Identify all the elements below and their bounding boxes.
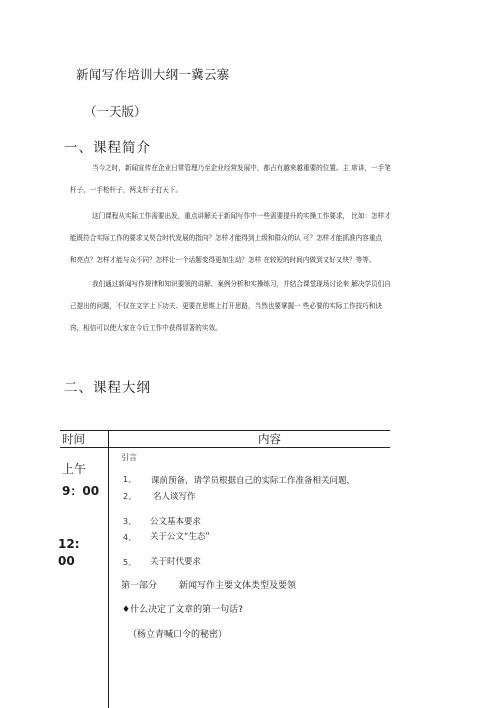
time-end-hour: 12:	[58, 537, 80, 551]
paragraph-line: 这门课程从实际工作需要出发，重点讲解关于新闻写作中一些需要提升的实操工作要求， 比如：怎样才	[92, 212, 391, 220]
table-header-content: 内容	[258, 432, 281, 446]
list-item-number: 4、	[123, 533, 137, 542]
table-header-divider	[60, 447, 390, 448]
list-item: 名人谈写作	[153, 492, 196, 502]
intro-paragraph-3	[70, 273, 442, 339]
intro-paragraph-2	[70, 205, 442, 271]
question-example: （杨立青喊口令的秘密）	[128, 630, 228, 640]
paragraph-line: 窍，相信可以使大家在今后工作中获得显著的实效。	[70, 324, 222, 332]
document-subtitle: （一天版）	[84, 104, 147, 119]
time-period-label: 上午	[62, 462, 87, 476]
time-end-minute: 00	[58, 554, 75, 568]
part-label: 第一部分	[121, 581, 158, 591]
question-item: ♦什么决定了文章的第一句话?	[122, 605, 243, 615]
list-item-number: 5、	[123, 558, 137, 567]
paragraph-line: 己提出的问题，不仅在文字上下功夫、更要在思维上打开思路，当然也要掌握一 些必要的实际工作技巧和诀	[70, 302, 383, 310]
section-heading-outline: 二、课程大纲	[64, 380, 151, 396]
table-header-time: 时间	[62, 432, 85, 446]
list-item: 关于时代要求	[150, 557, 202, 567]
list-item: 关于公文“生态”	[150, 532, 210, 542]
list-item-number: 1、	[123, 475, 137, 484]
list-item: 课前预备，请学员根据自己的实际工作准备相关问题，	[151, 476, 356, 486]
list-item: 公文基本要求	[150, 517, 202, 527]
section-heading-intro: 一、课程简介	[64, 140, 151, 156]
table-column-divider	[108, 430, 109, 708]
paragraph-line: 当今之时，新闻宣传在企业日常管理乃至企业经营发展中，都占有越来越重要的位置。主 席讲，一手笔	[92, 164, 391, 172]
list-item-number: 3、	[123, 517, 137, 526]
part-heading	[121, 578, 296, 591]
document-title: 新闻写作培训大纲一冀云寨	[76, 67, 230, 82]
intro-paragraph-1	[70, 157, 442, 201]
paragraph-line: 我们通过新闻写作规律和知识要领的讲解、案例分析和实操练习，并结合课堂现场讨论来 解决学员们自	[92, 280, 391, 288]
paragraph-line: 和亮点？怎样才能与众不同？怎样让一个话题变得更加生动？怎样 在较短的时间内做到又好又快？等等。	[70, 256, 376, 264]
time-start: 9：00	[62, 484, 100, 498]
part-title: 新闻写作主要文体类型及要领	[179, 581, 297, 591]
list-item-number: 2、	[123, 492, 137, 501]
paragraph-line: 能既符合实际工作的要求又契合时代发展的指向？怎样才能得到上级和群众的认 可？怎样才能抓准内容重点	[70, 234, 383, 242]
table-top-border	[60, 430, 390, 431]
paragraph-line: 杆子，一手枪杆子，两支杆子打天下。	[70, 186, 183, 194]
outline-intro: 引言	[121, 453, 137, 462]
